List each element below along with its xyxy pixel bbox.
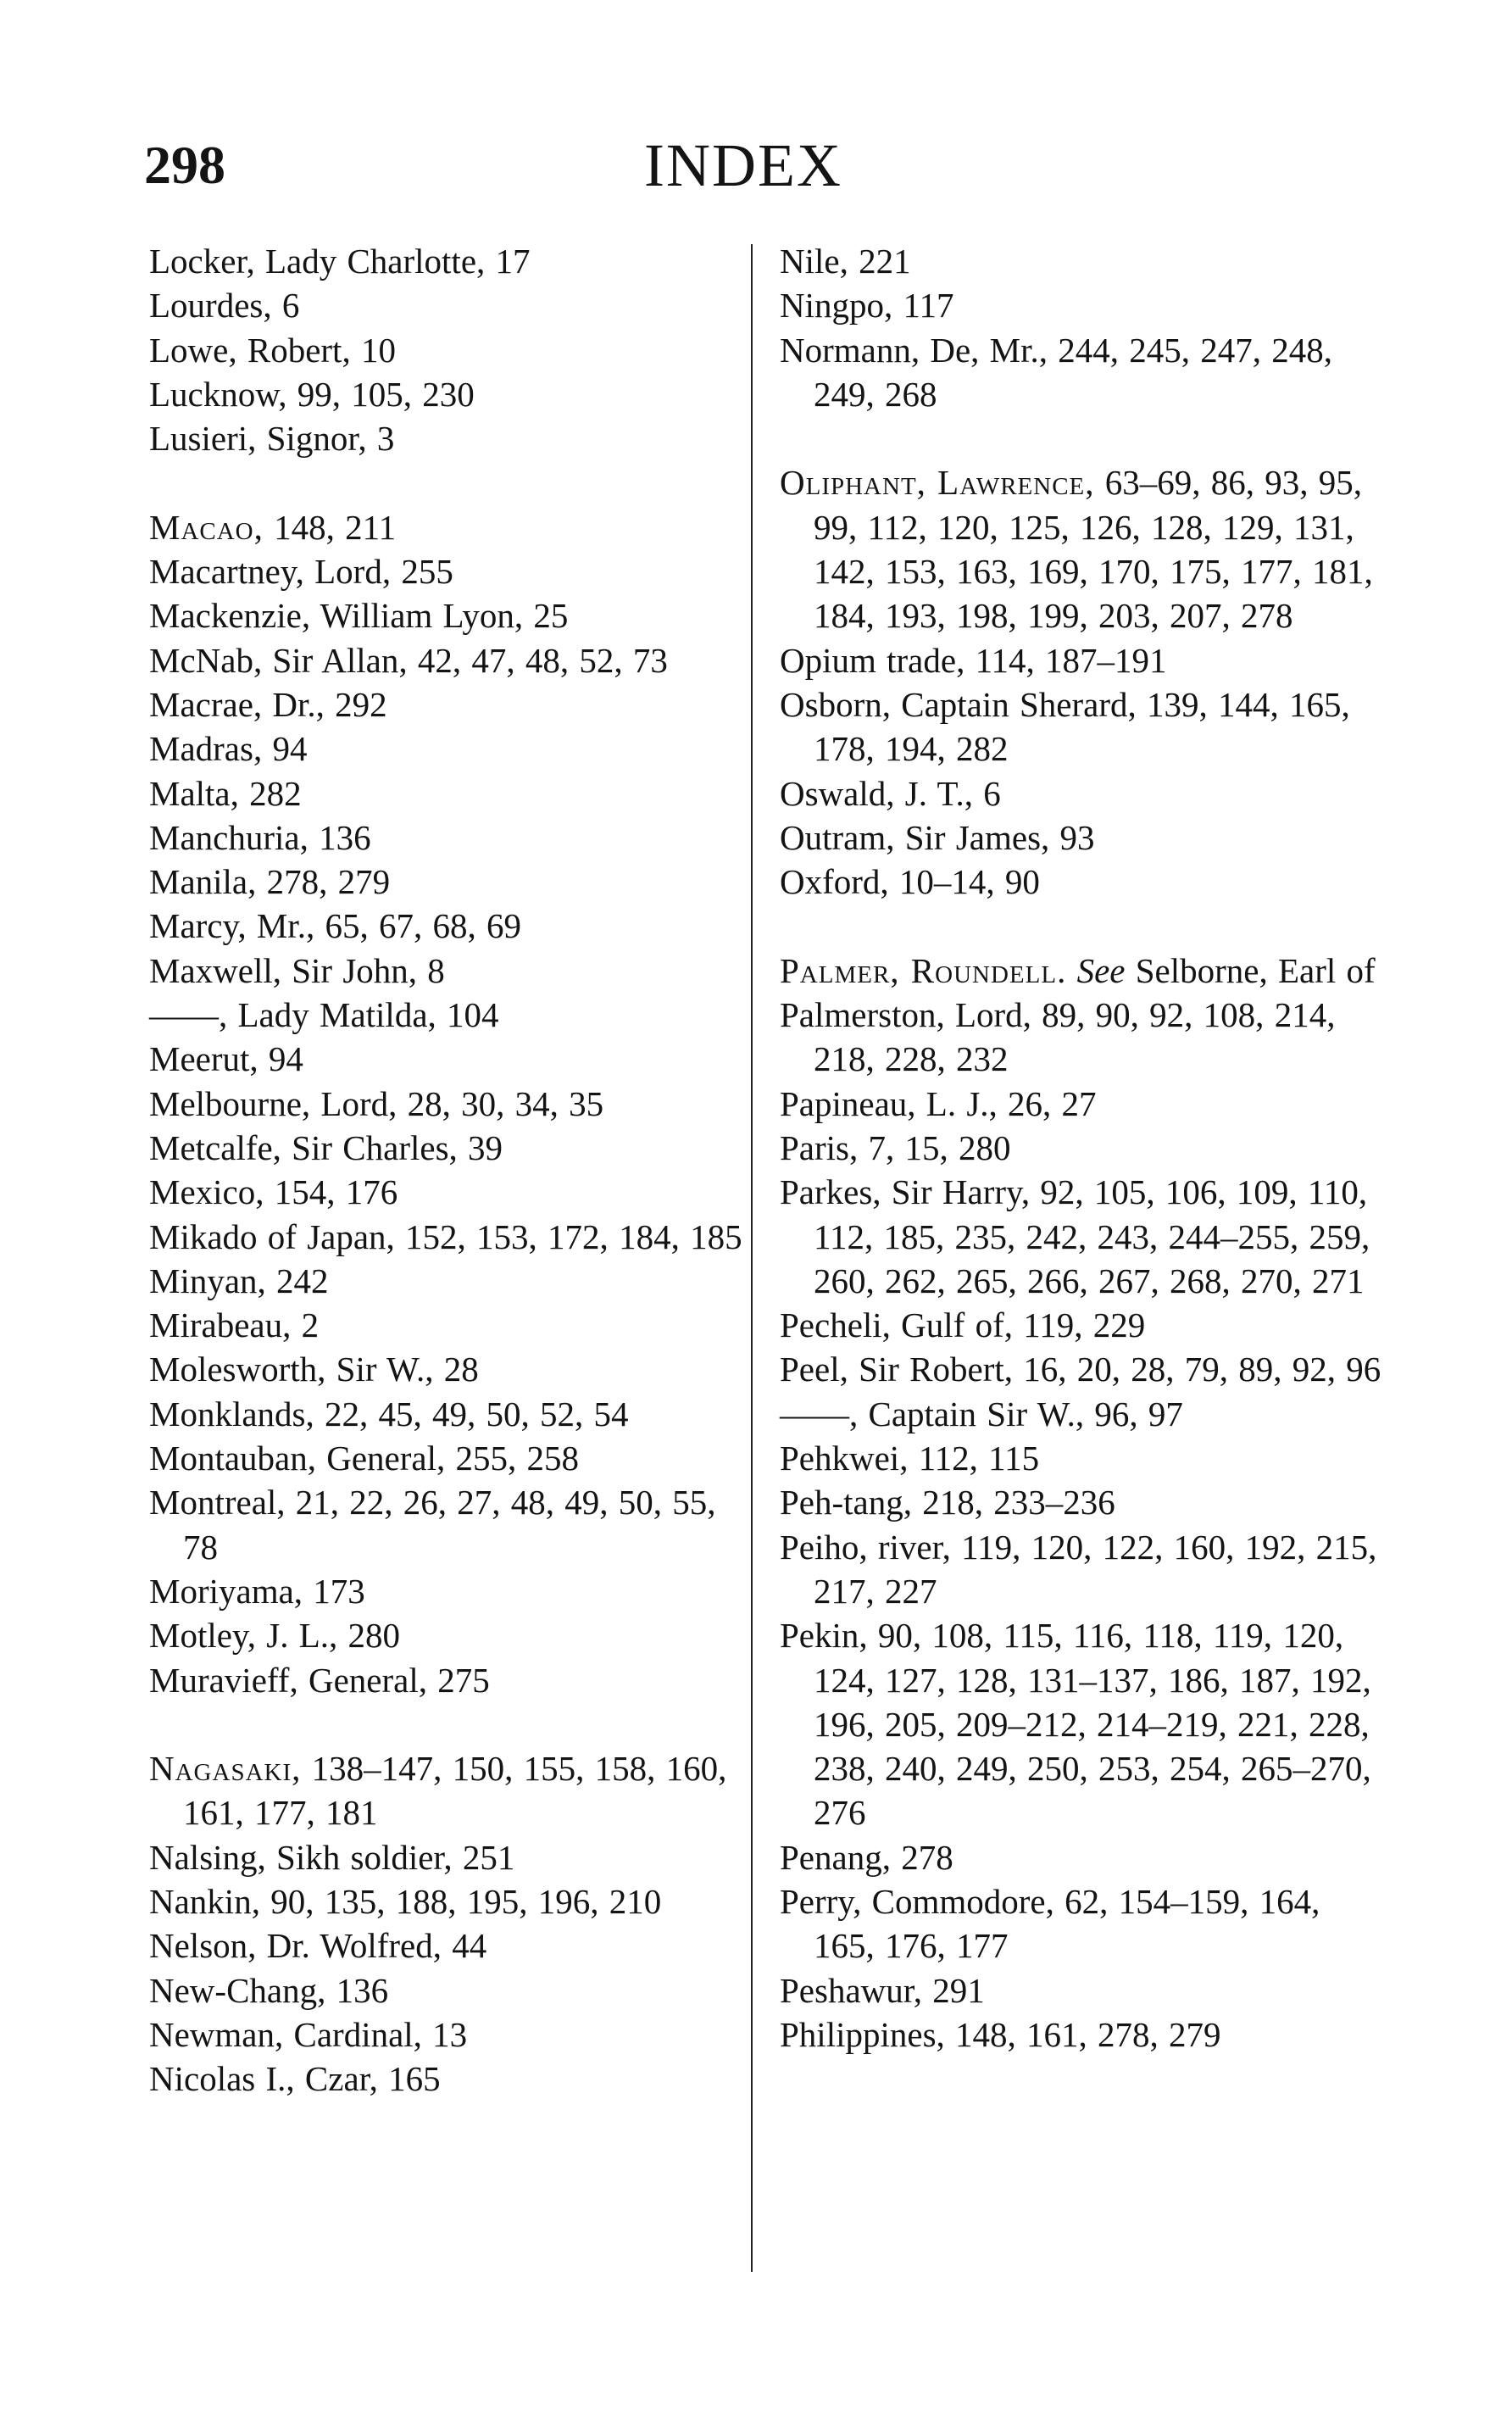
index-entry	[780, 949, 1381, 993]
index-entry	[780, 1170, 1381, 1303]
index-entry-text: Peel, Sir Robert, 16, 20, 28, 79,	[780, 1350, 1229, 1389]
index-entry-continuation: 248, 249, 268	[814, 330, 1333, 414]
index-entry-text: Oxford, 10–14, 90	[780, 862, 1040, 902]
index-entry-text: Meerut, 94	[149, 1039, 303, 1079]
index-entry-text: New-Chang, 136	[149, 1970, 389, 2010]
index-entry-text: Lusieri, Signor, 3	[149, 419, 395, 459]
index-entry-text: Nile, 221	[780, 242, 911, 281]
page-header	[0, 127, 1512, 203]
index-entry	[149, 904, 742, 948]
index-entry	[149, 239, 742, 283]
index-entry-text: Selborne,	[1125, 950, 1268, 990]
index-entry	[149, 1613, 742, 1657]
index-entry	[149, 860, 742, 904]
index-entry	[780, 1480, 1381, 1524]
index-entry-text: Manchuria, 136	[149, 817, 371, 857]
index-entry	[149, 416, 742, 460]
index-entry-text: Palmerston, Lord, 89, 90, 92, 108,	[780, 995, 1265, 1035]
index-entry-text: Lourdes, 6	[149, 286, 300, 326]
index-entry-text: ——, Captain Sir W., 96, 97	[780, 1394, 1183, 1433]
index-entry-heading: Oliphant, Lawrence,	[780, 463, 1095, 503]
index-entry	[149, 815, 742, 860]
index-entry	[780, 239, 1381, 283]
index-entry	[149, 372, 742, 416]
index-entry	[780, 682, 1381, 771]
index-entry	[780, 771, 1381, 815]
index-entry-text: Muravieff, General, 275	[149, 1660, 490, 1700]
index-entry-continuation: 50, 55, 78	[183, 1483, 716, 1567]
index-entry-text: Outram, Sir James, 93	[780, 817, 1095, 857]
index-entry-text: Marcy, Mr., 65, 67, 68, 69	[149, 906, 521, 946]
index-entry	[780, 1525, 1381, 1614]
index-entry-text: Peshawur, 291	[780, 1970, 985, 2010]
index-entry-text: Melbourne, Lord, 28, 30, 34, 35	[149, 1083, 604, 1123]
index-entry	[149, 549, 742, 593]
index-entry-text: Monklands, 22, 45, 49, 50, 52, 54	[149, 1394, 629, 1433]
index-entry-text: Mackenzie, William Lyon, 25	[149, 596, 569, 636]
index-entry	[149, 283, 742, 327]
index-entry	[780, 1879, 1381, 1968]
index-entry	[780, 1303, 1381, 1347]
index-entry	[149, 726, 742, 771]
index-entry	[149, 771, 742, 815]
index-entry-text: Mirabeau, 2	[149, 1305, 320, 1345]
index-entry	[780, 2012, 1381, 2057]
index-entry	[780, 1347, 1381, 1391]
page-number: 298	[144, 135, 225, 195]
index-entry	[780, 1126, 1381, 1170]
index-entry	[149, 328, 742, 372]
index-entry	[780, 1082, 1381, 1126]
index-entry	[149, 1923, 742, 1968]
index-entry	[780, 1968, 1381, 2012]
index-entry	[149, 1879, 742, 1923]
index-entry	[780, 815, 1381, 860]
index-entry	[780, 283, 1381, 327]
index-entry	[149, 1658, 742, 1702]
index-entry-text: Mikado of Japan, 152, 153, 172,	[149, 1216, 609, 1256]
index-entry-continuation: 160, 161, 177, 181	[183, 1749, 727, 1833]
index-entry-text: 148, 211	[263, 507, 397, 547]
index-entry-text: Penang, 278	[780, 1837, 953, 1877]
index-entry	[780, 993, 1381, 1082]
index-entry-text: Ningpo, 117	[780, 286, 954, 326]
index-entry-continuation: 89, 92, 96	[1238, 1350, 1381, 1389]
index-entry-text: Minyan, 242	[149, 1261, 329, 1300]
index-entry-text: Parkes, Sir Harry, 92, 105, 106,	[780, 1172, 1226, 1212]
index-entry-text: Molesworth, Sir W., 28	[149, 1350, 479, 1389]
index-entry	[149, 1126, 742, 1170]
index-entry-continuation: 184, 185	[619, 1216, 742, 1256]
index-entry-continuation: 210	[609, 1881, 662, 1921]
index-entry-text: Peh-tang, 218, 233–236	[780, 1483, 1115, 1522]
index-entry-text: Opium trade, 114, 187–191	[780, 640, 1167, 680]
index-entry-text: Nankin, 90, 135, 188, 195, 196,	[149, 1881, 599, 1921]
index-entry-see: See	[1066, 950, 1126, 990]
index-entry-text: Perry, Commodore, 62, 154–159,	[780, 1881, 1249, 1921]
index-entry-text: Moriyama, 173	[149, 1571, 365, 1611]
index-entry-text: Pecheli, Gulf of, 119, 229	[780, 1305, 1146, 1345]
index-entry	[780, 1436, 1381, 1480]
index-entry	[149, 1215, 742, 1259]
index-entry-continuation: 214, 218, 228, 232	[814, 995, 1336, 1079]
index-entry	[149, 1082, 742, 1126]
index-entry-text: Montreal, 21, 22, 26, 27, 48, 49,	[149, 1483, 609, 1522]
index-entry-heading: Palmer, Roundell.	[780, 950, 1067, 990]
index-entry-text: Paris, 7, 15, 280	[780, 1127, 1011, 1167]
index-entry	[149, 949, 742, 993]
index-entry-text: Pekin, 90, 108, 115, 116, 118, 119,	[780, 1616, 1273, 1656]
index-column-left	[149, 239, 742, 2101]
index-entry	[149, 505, 742, 549]
index-column-right	[780, 239, 1381, 2057]
index-entry	[780, 1835, 1381, 1879]
index-entry-text: Montauban, General, 255, 258	[149, 1439, 579, 1478]
index-entry-text: Pehkwei, 112, 115	[780, 1439, 1040, 1478]
index-entry	[780, 860, 1381, 904]
index-entry-continuation: 164, 165, 176, 177	[814, 1881, 1320, 1966]
section-gap	[149, 1702, 742, 1746]
index-entry	[149, 1392, 742, 1436]
index-entry-text: Lowe, Robert, 10	[149, 330, 396, 370]
page-title: INDEX	[644, 131, 842, 199]
index-entry-text: Philippines, 148, 161, 278, 279	[780, 2014, 1221, 2054]
index-entry	[149, 1569, 742, 1613]
column-divider	[751, 244, 753, 2272]
index-entry	[149, 682, 742, 726]
section-gap	[780, 904, 1381, 948]
index-entry-text: Oswald, J. T., 6	[780, 773, 1001, 813]
index-entry-text: Peiho, river, 119, 120, 122, 160,	[780, 1527, 1235, 1567]
index-entry-text: 138–147, 150, 155, 158,	[301, 1749, 656, 1789]
index-entry-text: McNab, Sir Allan, 42, 47, 48, 52,	[149, 640, 623, 680]
index-entry	[149, 1259, 742, 1303]
index-entry-text: Nalsing, Sikh soldier, 251	[149, 1837, 515, 1877]
index-entry-text: Madras, 94	[149, 729, 308, 769]
index-entry	[149, 2057, 742, 2101]
index-entry	[149, 1347, 742, 1391]
index-entry	[149, 593, 742, 637]
index-entry-continuation: 93, 95, 99, 112, 120, 125, 126, 128, 129, 131, 142, 153, 163, 169, 170, 175, 177, 181, 184, 193, 198, 199, 203, 207, 278	[814, 463, 1373, 636]
index-entry	[149, 1835, 742, 1879]
index-entry-text: Normann, De, Mr., 244, 245, 247,	[780, 330, 1262, 370]
index-entry	[149, 1968, 742, 2012]
index-entry-text: Malta, 282	[149, 773, 302, 813]
index-entry	[149, 1436, 742, 1480]
index-entry	[780, 638, 1381, 682]
index-entry	[149, 638, 742, 682]
index-entry-continuation: 165, 178, 194, 282	[814, 684, 1350, 769]
index-entry	[780, 460, 1381, 637]
section-gap	[149, 460, 742, 504]
index-entry	[149, 993, 742, 1037]
index-entry-continuation: Earl of	[1277, 950, 1376, 990]
index-entry-text: Osborn, Captain Sherard, 139, 144,	[780, 684, 1279, 724]
index-entry-text: Lucknow, 99, 105, 230	[149, 374, 475, 414]
index-entry-text: Macartney, Lord, 255	[149, 552, 453, 592]
index-entry-text: Mexico, 154, 176	[149, 1172, 398, 1212]
index-entry	[780, 1613, 1381, 1834]
index-entry-text: Papineau, L. J., 26, 27	[780, 1083, 1097, 1123]
index-entry-text: Nelson, Dr. Wolfred, 44	[149, 1926, 487, 1966]
index-entry-text: Manila, 278, 279	[149, 862, 391, 902]
index-entry-text: Metcalfe, Sir Charles, 39	[149, 1127, 503, 1167]
index-entry-continuation: 73	[632, 640, 668, 680]
index-entry	[149, 1746, 742, 1835]
index-entry-text: Maxwell, Sir John, 8	[149, 950, 445, 990]
index-entry	[780, 328, 1381, 417]
index-entry	[149, 1480, 742, 1569]
index-entry	[149, 2012, 742, 2057]
index-entry-text: Macrae, Dr., 292	[149, 684, 387, 724]
index-entry	[149, 1037, 742, 1081]
index-entry-heading: Nagasaki,	[149, 1749, 302, 1789]
index-entry-text: Nicolas I., Czar, 165	[149, 2059, 441, 2099]
section-gap	[780, 416, 1381, 460]
index-entry-text: Motley, J. L., 280	[149, 1616, 401, 1656]
index-entry-continuation: 120, 124, 127, 128, 131–137, 186, 187, 192, 196, 205, 209–212, 214–219, 221, 228, 238, 240, 249, 250, 253, 254, 265–270, 276	[814, 1616, 1371, 1833]
index-entry-continuation: 109, 110, 112, 185, 235, 242, 243, 244–255, 259, 260, 262, 265, 266, 267, 268, 270, 271	[814, 1172, 1370, 1300]
index-entry	[149, 1170, 742, 1214]
index-entry	[780, 1392, 1381, 1436]
index-entry-continuation: 192, 215, 217, 227	[814, 1527, 1377, 1611]
index-entry-text: Locker, Lady Charlotte, 17	[149, 242, 531, 281]
index-entry-heading: Macao,	[149, 507, 264, 547]
index-entry-text: ——, Lady Matilda, 104	[149, 995, 499, 1035]
index-entry-text: Newman, Cardinal, 13	[149, 2014, 468, 2054]
index-entry-text: 63–69, 86,	[1094, 463, 1254, 503]
index-entry	[149, 1303, 742, 1347]
